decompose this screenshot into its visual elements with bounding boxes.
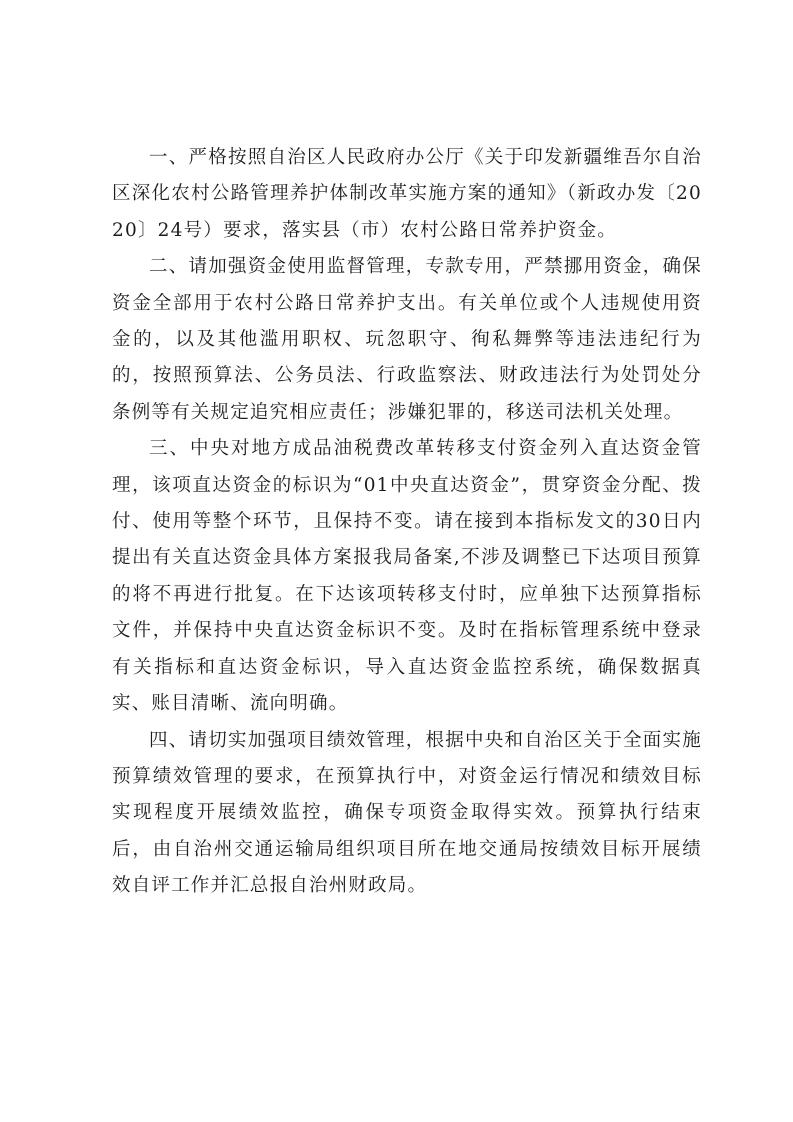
document-body [112, 140, 702, 905]
paragraph-2: 二、请加强资金使用监督管理，专款专用，严禁挪用资金，确保资金全部用于农村公路日常养护支出。有关单位或个人违规使用资金的，以及其他滥用职权、玩忽职守、徇私舞弊等违法违纪行为的，按照预算法、公务员法、行政监察法、财政违法行为处罚处分条例等有关规定追究相应责任；涉嫌犯罪的，移送司法机关处理。 [112, 256, 702, 423]
paragraph-3: 三、中央对地方成品油税费改革转移支付资金列入直达资金管理，该项直达资金的标识为“01中央直达资金”，贯穿资金分配、拨付、使用等整个环节，且保持不变。请在接到本指标发文的30日内提出有关直达资金具体方案报我局备案,不涉及调整已下达项目预算的将不再进行批复。在下达该项转移支付时，应单独下达预算指标文件，并保持中央直达资金标识不变。及时在指标管理系统中登录有关指标和直达资金标识，导入直达资金监控系统，确保数据真实、账目清晰、流向明确。 [112, 438, 702, 715]
paragraph-1: 一、严格按照自治区人民政府办公厅《关于印发新疆维吾尔自治区深化农村公路管理养护体制改革实施方案的通知》（新政办发〔2020〕24号）要求，落实县（市）农村公路日常养护资金。 [112, 147, 702, 241]
paragraph-4: 四、请切实加强项目绩效管理，根据中央和自治区关于全面实施预算绩效管理的要求，在预算执行中，对资金运行情况和绩效目标实现程度开展绩效监控，确保专项资金取得实效。预算执行结束后，由自治州交通运输局组织项目所在地交通局按绩效目标开展绩效自评工作并汇总报自治州财政局。 [112, 729, 702, 897]
